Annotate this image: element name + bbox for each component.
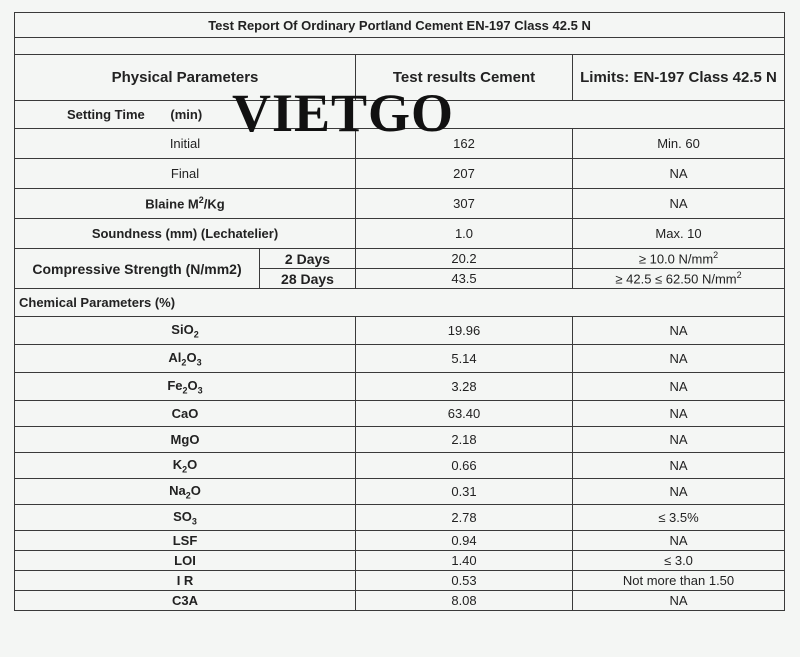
compound-part: MgO xyxy=(170,432,200,447)
compound-name xyxy=(15,551,356,571)
setting-time-text: Setting Time xyxy=(67,107,145,122)
compound-name xyxy=(15,479,356,505)
limit-value: Not more than 1.50 xyxy=(573,571,785,591)
limit-text: ≥ 42.5 ≤ 62.50 N/mm xyxy=(615,271,737,287)
param-name: Final xyxy=(15,159,356,189)
limit-sup: 2 xyxy=(713,250,719,261)
physical-row xyxy=(15,159,785,189)
compound-part: Na xyxy=(169,482,186,498)
result-value: 5.14 xyxy=(356,345,573,373)
chemical-row xyxy=(15,401,785,427)
compound-part: O xyxy=(183,321,194,337)
result-value: 307 xyxy=(356,189,573,219)
result-value: 2.78 xyxy=(356,505,573,531)
param-name: Initial xyxy=(15,129,356,159)
chemical-row xyxy=(15,345,785,373)
compound-part: CaO xyxy=(171,406,199,421)
compound-sub: 2 xyxy=(185,490,191,501)
result-value: 3.28 xyxy=(356,373,573,401)
result-value: 19.96 xyxy=(356,317,573,345)
result-value: 63.40 xyxy=(356,401,573,427)
compound-name xyxy=(15,571,356,591)
compound-name xyxy=(15,345,356,373)
compound-name xyxy=(15,373,356,401)
setting-time-unit: (min) xyxy=(170,107,203,122)
compound-part: O xyxy=(187,456,198,472)
result-value: 162 xyxy=(356,129,573,159)
compound-part: LSF xyxy=(172,533,198,548)
chemical-row xyxy=(15,453,785,479)
blank-row xyxy=(15,38,785,55)
header-physical-parameters: Physical Parameters xyxy=(15,55,356,101)
compound-name xyxy=(15,427,356,453)
compound-part: Si xyxy=(171,321,184,337)
compressive-days: 28 Days xyxy=(260,269,356,289)
chemical-row xyxy=(15,479,785,505)
result-value: 0.31 xyxy=(356,479,573,505)
blank-cell xyxy=(15,38,785,55)
header-test-results: Test results Cement xyxy=(356,55,573,101)
chemical-row xyxy=(15,505,785,531)
compound-sub: 2 xyxy=(182,464,188,475)
result-value: 0.94 xyxy=(356,531,573,551)
param-name-text: Blaine M xyxy=(145,196,199,212)
header-row xyxy=(15,55,785,101)
compound-part: O xyxy=(186,349,197,365)
limit-value xyxy=(573,249,785,269)
chemical-label: Chemical Parameters (%) xyxy=(15,289,785,317)
limit-value: NA xyxy=(573,317,785,345)
compound-part: SO xyxy=(173,508,192,524)
compound-part: LOI xyxy=(174,553,196,568)
header-limits: Limits: EN-197 Class 42.5 N xyxy=(573,55,785,101)
compound-part: I R xyxy=(176,573,194,588)
result-value: 8.08 xyxy=(356,591,573,611)
limit-value: Max. 10 xyxy=(573,219,785,249)
chemical-row xyxy=(15,427,785,453)
limit-value: NA xyxy=(573,401,785,427)
limit-value: NA xyxy=(573,479,785,505)
result-value: 0.53 xyxy=(356,571,573,591)
compound-sub: 3 xyxy=(196,357,202,368)
chemical-row xyxy=(15,571,785,591)
chemical-row xyxy=(15,373,785,401)
result-value: 207 xyxy=(356,159,573,189)
compressive-label: Compressive Strength (N/mm2) xyxy=(15,249,260,289)
chemical-row xyxy=(15,591,785,611)
compound-name xyxy=(15,531,356,551)
report-title: Test Report Of Ordinary Portland Cement EN-197 Class 42.5 N xyxy=(15,13,785,38)
result-value: 0.66 xyxy=(356,453,573,479)
setting-time-label xyxy=(15,101,785,129)
limit-value: Min. 60 xyxy=(573,129,785,159)
compressive-days: 2 Days xyxy=(260,249,356,269)
report-table xyxy=(14,12,785,611)
param-name-sup: 2 xyxy=(198,195,204,206)
limit-value: ≤ 3.0 xyxy=(573,551,785,571)
result-value: 43.5 xyxy=(356,269,573,289)
compound-part: O xyxy=(187,377,198,393)
compound-name xyxy=(15,505,356,531)
param-name xyxy=(15,189,356,219)
limit-value: NA xyxy=(573,591,785,611)
limit-value: NA xyxy=(573,453,785,479)
limit-value: NA xyxy=(573,531,785,551)
limit-value: NA xyxy=(573,159,785,189)
compound-part: C3A xyxy=(171,593,198,608)
chemical-row xyxy=(15,317,785,345)
vietgo-watermark: VIETGO xyxy=(232,83,455,143)
limit-value: NA xyxy=(573,427,785,453)
compound-part: K xyxy=(172,456,183,472)
compound-part: O xyxy=(190,482,201,498)
compound-name xyxy=(15,317,356,345)
compound-name xyxy=(15,591,356,611)
compound-name xyxy=(15,401,356,427)
compound-name xyxy=(15,453,356,479)
limit-value xyxy=(573,269,785,289)
compound-part: Al xyxy=(168,349,182,365)
param-name-tail: /Kg xyxy=(203,196,225,212)
physical-row xyxy=(15,129,785,159)
result-value: 1.40 xyxy=(356,551,573,571)
physical-row xyxy=(15,219,785,249)
setting-time-row xyxy=(15,101,785,129)
physical-row xyxy=(15,189,785,219)
compound-sub: 2 xyxy=(181,357,187,368)
limit-value: NA xyxy=(573,373,785,401)
compound-sub: 2 xyxy=(193,329,199,340)
compound-part: Fe xyxy=(167,377,183,393)
limit-value: NA xyxy=(573,345,785,373)
chemical-row xyxy=(15,531,785,551)
limit-sup: 2 xyxy=(736,270,742,281)
limit-value: ≤ 3.5% xyxy=(573,505,785,531)
compound-sub: 3 xyxy=(197,385,203,396)
compressive-row xyxy=(15,249,785,269)
chemical-row xyxy=(15,551,785,571)
result-value: 20.2 xyxy=(356,249,573,269)
compound-sub: 3 xyxy=(191,516,197,527)
limit-text: ≥ 10.0 N/mm xyxy=(638,251,714,267)
result-value: 2.18 xyxy=(356,427,573,453)
title-row xyxy=(15,13,785,38)
param-name: Soundness (mm) (Lechatelier) xyxy=(15,219,356,249)
limit-value: NA xyxy=(573,189,785,219)
chemical-label-row xyxy=(15,289,785,317)
compound-sub: 2 xyxy=(182,385,188,396)
result-value: 1.0 xyxy=(356,219,573,249)
